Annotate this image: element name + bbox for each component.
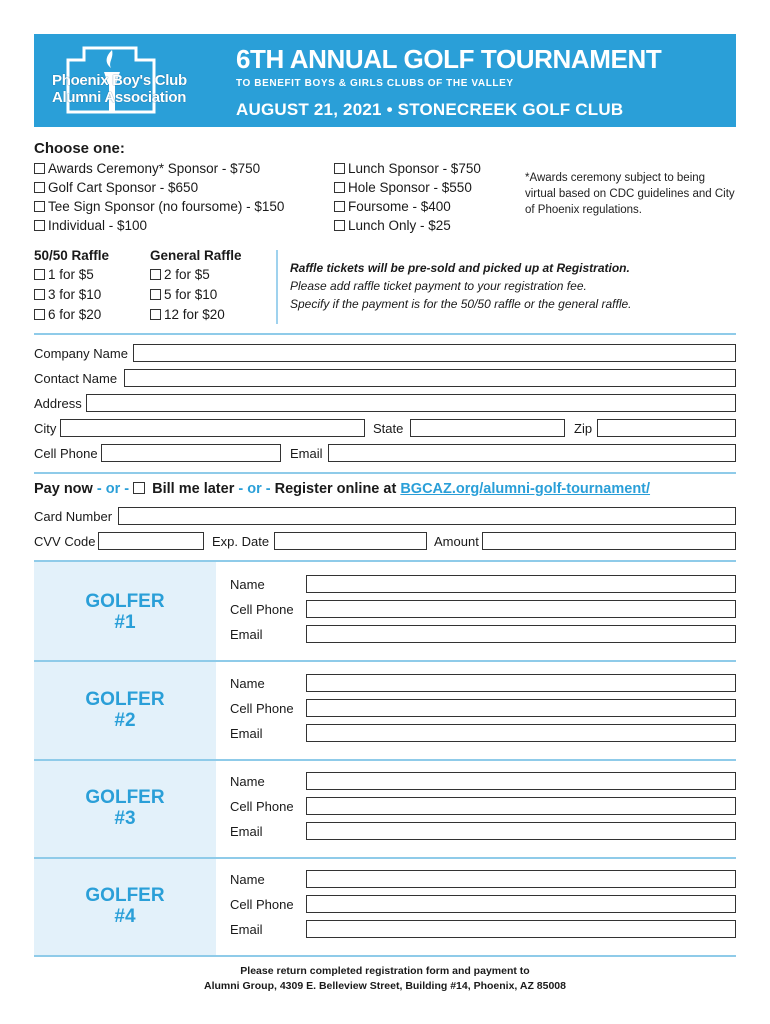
golfer-3-title: GOLFER #3 (85, 787, 165, 829)
raffle-note-line-2: Please add raffle ticket payment to your registration fee. (290, 279, 587, 293)
checkbox[interactable] (34, 201, 45, 212)
cvv-label: CVV Code (34, 534, 96, 549)
contact-input[interactable] (124, 369, 736, 387)
golfer-2-email-input[interactable] (306, 724, 736, 742)
header-banner (34, 34, 736, 127)
checkbox[interactable] (34, 309, 45, 320)
contact-label: Contact Name (34, 371, 118, 386)
checkbox[interactable] (34, 163, 45, 174)
email-label: Email (290, 446, 323, 461)
checkbox[interactable] (34, 182, 45, 193)
register-online-label: Register online at (274, 481, 401, 497)
address-input[interactable] (86, 394, 736, 412)
fifty-option-2[interactable]: 3 for $10 (34, 287, 101, 303)
exp-label: Exp. Date (212, 534, 270, 549)
company-input[interactable] (133, 344, 736, 362)
golfer-1-title: GOLFER #1 (85, 591, 165, 633)
golfer-1-phone-label: Cell Phone (230, 602, 294, 617)
golfer-2-panel (34, 662, 216, 760)
phone-label: Cell Phone (34, 446, 98, 461)
payment-options (34, 481, 650, 497)
exp-input[interactable] (274, 532, 427, 550)
golfer-3-phone-label: Cell Phone (230, 799, 294, 814)
logo (44, 42, 229, 120)
checkbox[interactable] (34, 269, 45, 280)
raffle-note-bold: Raffle tickets will be pre-sold and picked up at Registration. (290, 261, 630, 275)
option-individual[interactable]: Individual - $100 (34, 218, 147, 234)
option-lunch-only[interactable]: Lunch Only - $25 (334, 218, 451, 234)
general-raffle-title: General Raffle (150, 248, 242, 263)
section-divider (34, 472, 736, 474)
general-option-3[interactable]: 12 for $20 (150, 307, 225, 323)
logo-line-2: Alumni Association (52, 89, 187, 106)
option-lunch-sponsor[interactable]: Lunch Sponsor - $750 (334, 161, 481, 177)
logo-line-1: Phoenix Boy's Club (52, 72, 187, 89)
golfer-3-phone-input[interactable] (306, 797, 736, 815)
or-separator: - or - (92, 481, 134, 497)
logo-text (52, 72, 187, 106)
golfer-1-phone-input[interactable] (306, 600, 736, 618)
golfer-3-email-label: Email (230, 824, 263, 839)
golfer-1-name-label: Name (230, 577, 265, 592)
golfer-4-email-label: Email (230, 922, 263, 937)
section-divider (34, 955, 736, 957)
or-separator: - or - (234, 481, 275, 497)
checkbox[interactable] (334, 201, 345, 212)
golfer-1-panel (34, 562, 216, 660)
fifty-option-1[interactable]: 1 for $5 (34, 267, 94, 283)
city-input[interactable] (60, 419, 365, 437)
golfer-2-name-input[interactable] (306, 674, 736, 692)
zip-label: Zip (574, 421, 593, 436)
checkbox[interactable] (334, 220, 345, 231)
checkbox[interactable] (34, 220, 45, 231)
checkbox[interactable] (150, 289, 161, 300)
golfer-1-email-input[interactable] (306, 625, 736, 643)
golfer-4-panel (34, 859, 216, 957)
state-label: State (373, 421, 404, 436)
golfer-2-title: GOLFER #2 (85, 689, 165, 731)
option-hole-sponsor[interactable]: Hole Sponsor - $550 (334, 180, 472, 196)
raffle-note (290, 259, 740, 313)
state-input[interactable] (410, 419, 565, 437)
section-divider (34, 333, 736, 335)
fifty-option-3[interactable]: 6 for $20 (34, 307, 101, 323)
checkbox[interactable] (334, 163, 345, 174)
address-label: Address (34, 396, 82, 411)
golfer-1-email-label: Email (230, 627, 263, 642)
checkbox[interactable] (150, 309, 161, 320)
page-subtitle: TO BENEFIT BOYS & GIRLS CLUBS OF THE VALLEY (236, 78, 514, 89)
golfer-4-title: GOLFER #4 (85, 885, 165, 927)
amount-input[interactable] (482, 532, 736, 550)
golfer-2-phone-input[interactable] (306, 699, 736, 717)
golfer-4-email-input[interactable] (306, 920, 736, 938)
footer-address: Alumni Group, 4309 E. Belleview Street, Building #14, Phoenix, AZ 85008 (204, 980, 566, 992)
raffle-note-line-3: Specify if the payment is for the 50/50 raffle or the general raffle. (290, 297, 632, 311)
cvv-input[interactable] (98, 532, 204, 550)
footer-line-1: Please return completed registration form and payment to (240, 965, 530, 977)
awards-note: *Awards ceremony subject to being virtual based on CDC guidelines and City of Phoenix regulations. (525, 172, 735, 216)
raffle-divider (276, 250, 278, 324)
golfer-3-email-input[interactable] (306, 822, 736, 840)
golfer-2-email-label: Email (230, 726, 263, 741)
card-label: Card Number (34, 509, 113, 524)
option-foursome[interactable]: Foursome - $400 (334, 199, 451, 215)
amount-label: Amount (434, 534, 479, 549)
golfer-4-phone-label: Cell Phone (230, 897, 294, 912)
fifty-fifty-title: 50/50 Raffle (34, 248, 110, 263)
golfer-4-phone-input[interactable] (306, 895, 736, 913)
general-option-1[interactable]: 2 for $5 (150, 267, 210, 283)
bill-later-checkbox[interactable] (133, 482, 145, 494)
checkbox[interactable] (150, 269, 161, 280)
registration-link[interactable]: BGCAZ.org/alumni-golf-tournament/ (400, 481, 651, 497)
card-input[interactable] (118, 507, 736, 525)
golfer-3-name-input[interactable] (306, 772, 736, 790)
option-cart-sponsor[interactable]: Golf Cart Sponsor - $650 (34, 180, 198, 196)
pay-now-label: Pay now (34, 481, 93, 497)
golfer-3-name-label: Name (230, 774, 265, 789)
footer (0, 964, 770, 994)
general-option-2[interactable]: 5 for $10 (150, 287, 217, 303)
bill-later-label: Bill me later (152, 481, 235, 497)
checkbox[interactable] (334, 182, 345, 193)
golfer-1-name-input[interactable] (306, 575, 736, 593)
city-label: City (34, 421, 57, 436)
option-awards-sponsor[interactable]: Awards Ceremony* Sponsor - $750 (34, 161, 260, 177)
email-input[interactable] (328, 444, 736, 462)
checkbox[interactable] (34, 289, 45, 300)
choose-title: Choose one: (34, 140, 125, 157)
phone-input[interactable] (101, 444, 281, 462)
golfer-3-panel (34, 761, 216, 859)
company-label: Company Name (34, 346, 128, 361)
page-title: 6TH ANNUAL GOLF TOURNAMENT (236, 44, 662, 74)
golfer-2-name-label: Name (230, 676, 265, 691)
golfer-2-phone-label: Cell Phone (230, 701, 294, 716)
zip-input[interactable] (597, 419, 736, 437)
option-tee-sign-sponsor[interactable]: Tee Sign Sponsor (no foursome) - $150 (34, 199, 284, 215)
golfer-4-name-label: Name (230, 872, 265, 887)
event-date-venue: AUGUST 21, 2021 • STONECREEK GOLF CLUB (236, 100, 624, 119)
golfer-4-name-input[interactable] (306, 870, 736, 888)
